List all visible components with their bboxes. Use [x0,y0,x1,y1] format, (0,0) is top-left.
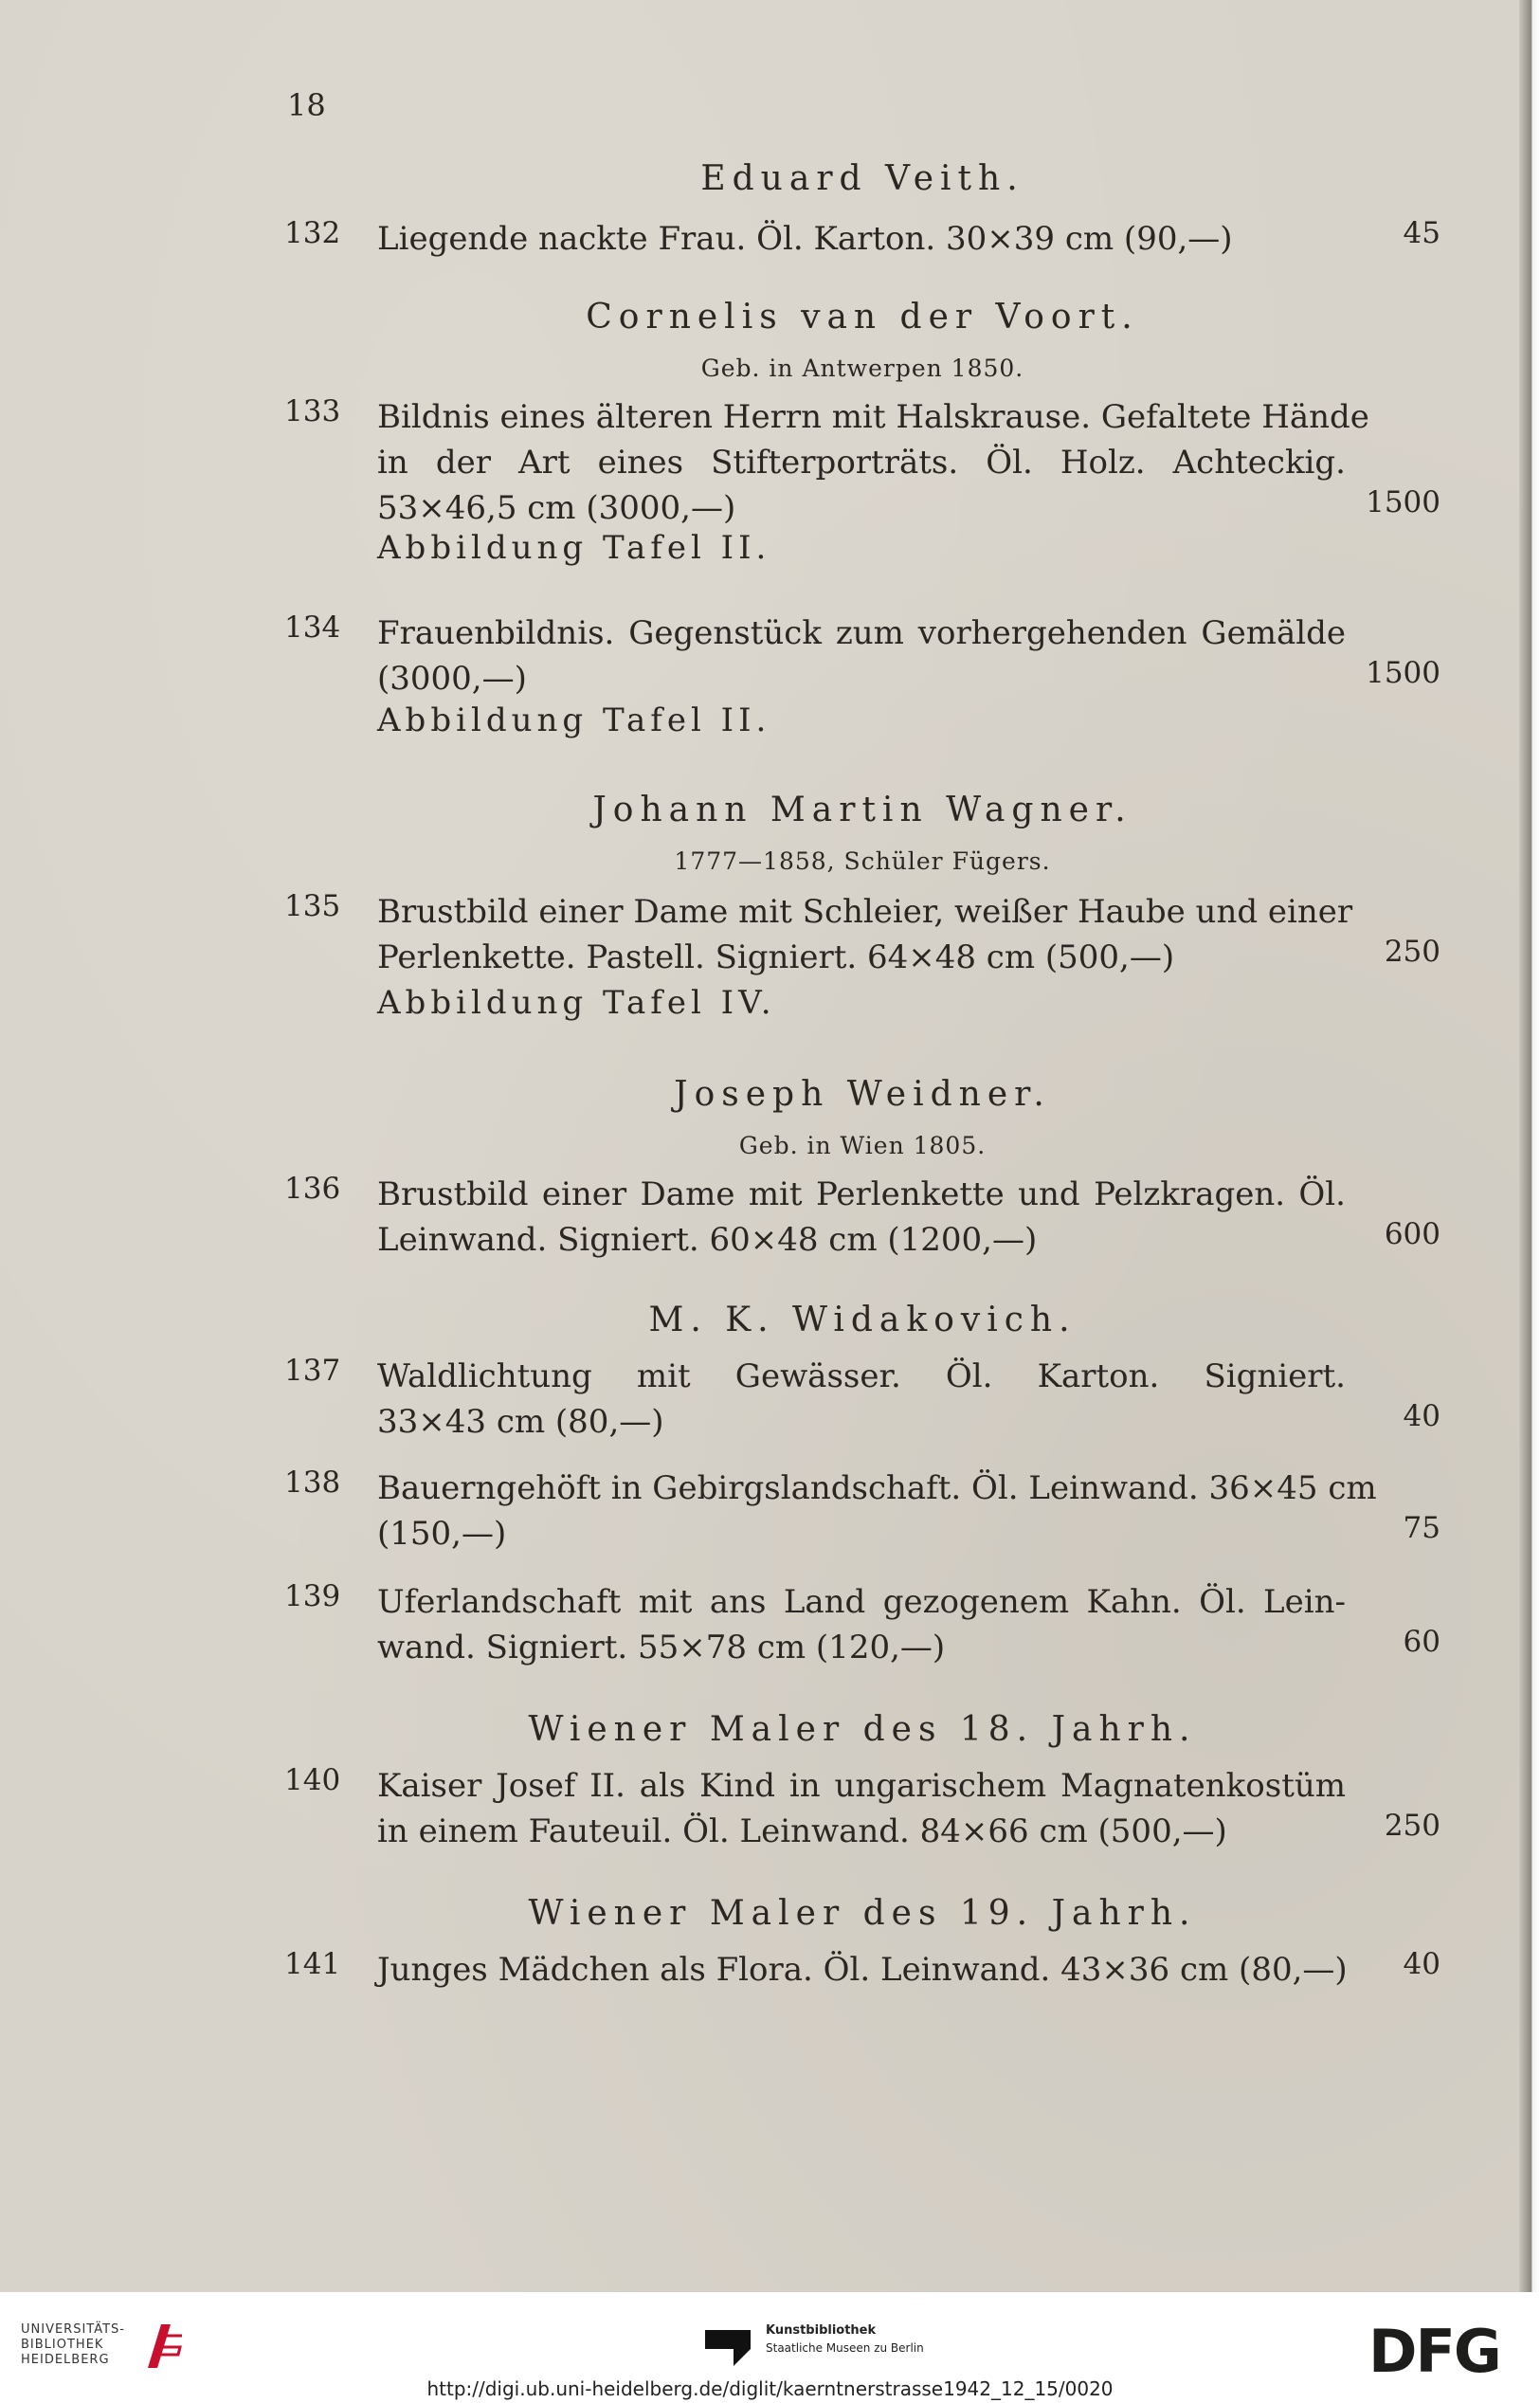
lot-description [377,889,1353,980]
lot-price: 60 [1403,1625,1440,1659]
lot-description [377,610,1346,701]
kunstbibliothek-logo[interactable] [766,2322,924,2357]
lot-price: 40 [1403,1399,1440,1433]
artist-heading: Eduard Veith. [700,159,1024,198]
description-line: Bauerngehöft in Gebirgslandschaft. Öl. Leinwand. 36×45 cm [377,1469,1377,1507]
lot-number: 139 [284,1579,341,1613]
plate-reference: Abbildung Tafel II. [377,701,771,739]
lot-number: 137 [284,1354,341,1388]
lot-description [377,1579,1346,1670]
description-line: 33×43 cm (80,—) [377,1403,664,1441]
description-line: Perlenkette. Pastell. Signiert. 64×48 cm (500,—) [377,938,1175,976]
lot-number: 134 [284,610,341,645]
lot-description [377,394,1369,531]
description-line: Brustbild einer Dame mit Schleier, weißer Haube und einer [377,893,1353,931]
description-line: Frauenbildnis. Gegenstück zum vorhergehenden Gemälde [377,614,1346,652]
lot-number: 140 [284,1763,341,1797]
artist-heading: Joseph Weidner. [674,1075,1051,1114]
lot-price: 75 [1403,1511,1440,1545]
artist-subheading: 1777—1858, Schüler Fügers. [674,847,1051,875]
lot-number: 136 [284,1172,341,1206]
university-emblem-icon [142,2319,184,2374]
artist-subheading: Geb. in Antwerpen 1850. [700,355,1024,382]
kunstbibliothek-title: Kunstbibliothek [766,2323,877,2338]
lot-price: 1500 [1366,656,1440,690]
description-line: in einem Fauteuil. Öl. Leinwand. 84×66 cm (500,—) [377,1812,1227,1850]
description-line: Kaiser Josef II. als Kind in ungarischem Magnatenkostüm [377,1767,1346,1805]
lot-price: 45 [1403,216,1440,250]
logo-line: HEIDELBERG [21,2353,110,2367]
lot-number: 133 [284,394,341,428]
lot-description [377,216,1346,262]
description-line: Liegende nackte Frau. Öl. Karton. 30×39 cm (90,—) [377,220,1233,258]
artist-heading: M. K. Widakovich. [648,1301,1077,1339]
artist-subheading: Geb. in Wien 1805. [738,1132,987,1159]
logo-line: UNIVERSITÄTS- [21,2322,125,2337]
lot-price: 600 [1384,1217,1440,1251]
description-line: wand. Signiert. 55×78 cm (120,—) [377,1629,946,1666]
lot-description [377,1465,1377,1556]
logo-line: BIBLIOTHEK [21,2338,104,2352]
dfg-logo[interactable]: DFG [1368,2317,1500,2386]
lot-number: 141 [284,1947,341,1981]
lot-price: 40 [1403,1947,1440,1981]
lot-price: 250 [1384,935,1440,969]
artist-heading: Cornelis van der Voort. [586,298,1139,337]
lot-number: 132 [284,216,341,250]
kunstbibliothek-logo-icon [705,2322,751,2366]
lot-number: 138 [284,1465,341,1500]
description-line: Brustbild einer Dame mit Perlenkette und Pelzkragen. Öl. [377,1175,1346,1213]
lot-description [377,1763,1346,1854]
lot-description [377,1172,1346,1263]
description-line: Bildnis eines älteren Herrn mit Halskrause. Gefaltete Hände [377,398,1369,436]
description-line: in der Art eines Stifterporträts. Öl. Holz. Achteckig. [377,444,1346,482]
kunstbibliothek-subtitle: Staatliche Museen zu Berlin [766,2341,924,2355]
lot-price: 1500 [1366,485,1440,519]
description-line: (150,—) [377,1515,507,1553]
lot-description [377,1354,1346,1445]
plate-reference: Abbildung Tafel II. [377,529,771,567]
page-edge [1519,0,1540,2292]
artist-heading: Wiener Maler des 19. Jahrh. [528,1894,1197,1933]
page-number: 18 [287,87,326,123]
university-library-logo[interactable] [21,2322,125,2368]
description-line: Uferlandschaft mit ans Land gezogenem Kahn. Öl. Lein- [377,1583,1346,1621]
description-line: Waldlichtung mit Gewässer. Öl. Karton. Signiert. [377,1357,1346,1395]
viewer-footer [0,2292,1540,2403]
plate-reference: Abbildung Tafel IV. [377,984,776,1022]
lot-number: 135 [284,889,341,923]
description-line: 53×46,5 cm (3000,—) [377,489,736,527]
page-url[interactable]: http://digi.ub.uni-heidelberg.de/diglit/kaerntnerstrasse1942_12_15/0020 [426,2377,1114,2400]
description-line: Junges Mädchen als Flora. Öl. Leinwand. 43×36 cm (80,—) [377,1951,1348,1989]
lot-price: 250 [1384,1809,1440,1843]
lot-description [377,1947,1346,1993]
description-line: (3000,—) [377,660,527,698]
description-line: Leinwand. Signiert. 60×48 cm (1200,—) [377,1221,1038,1259]
artist-heading: Wiener Maler des 18. Jahrh. [528,1710,1197,1749]
artist-heading: Johann Martin Wagner. [592,791,1132,829]
